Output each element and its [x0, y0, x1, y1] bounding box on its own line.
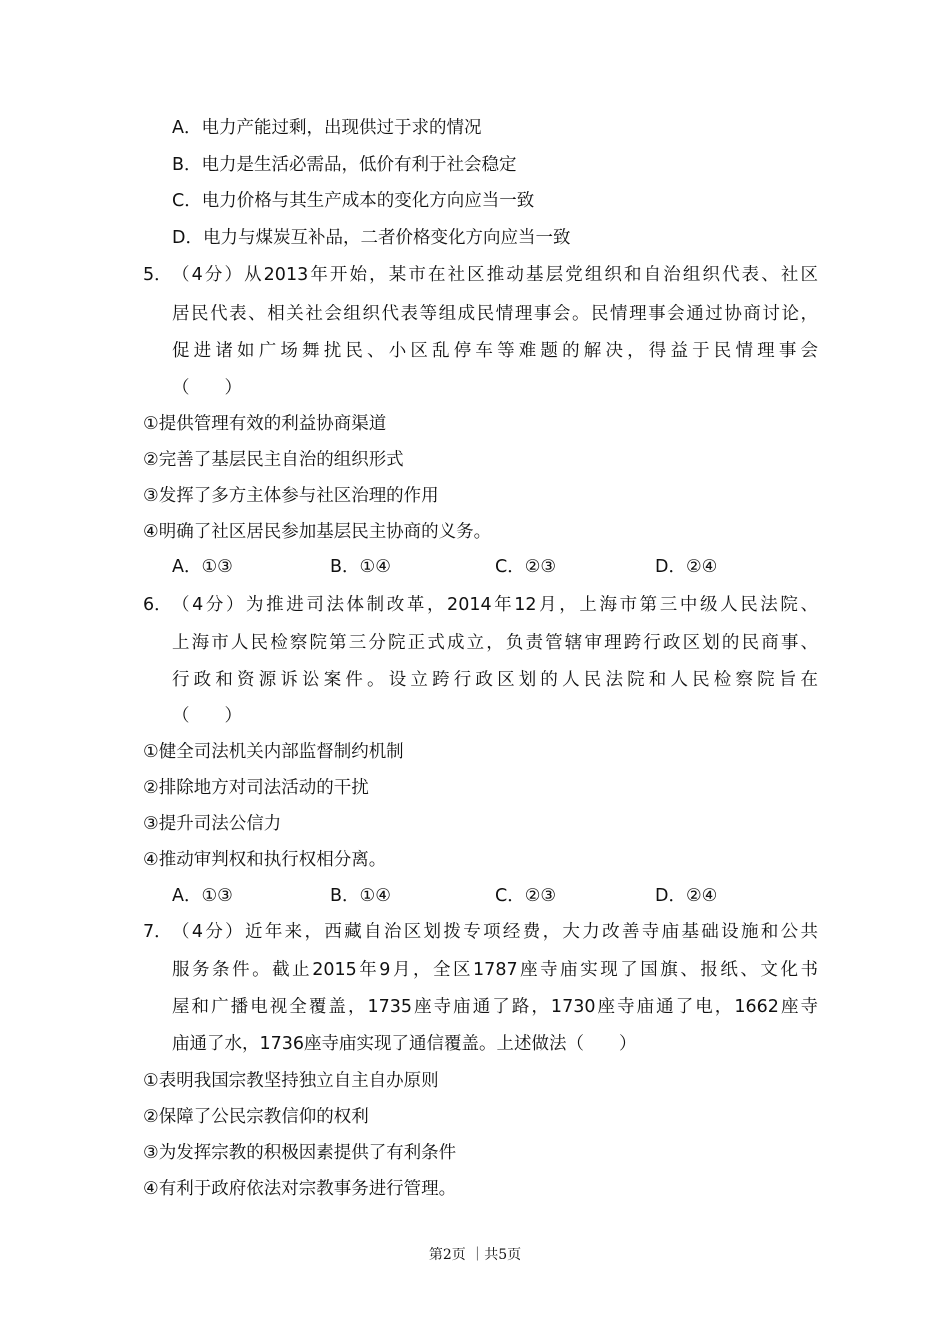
statement: ①健全司法机关内部监督制约机制 — [143, 742, 404, 762]
question-line: 屋和广播电视全覆盖，1735座寺庙通了路，1730座寺庙通了电，1662座寺 — [172, 997, 818, 1017]
question-line: （4分）为推进司法体制改革，2014年12月，上海市第三中级人民法院、 — [172, 595, 818, 615]
statement: ④明确了社区居民参加基层民主协商的义务。 — [143, 522, 492, 542]
choice-c: C．②③ — [495, 886, 557, 906]
statement: ②排除地方对司法活动的干扰 — [143, 778, 369, 798]
answer-blank: （ ） — [172, 706, 242, 726]
question-line: （4分）从2013年开始，某市在社区推动基层党组织和自治组织代表、社区 — [172, 265, 818, 285]
choice-b: B．①④ — [330, 886, 391, 906]
question-number: 5． — [143, 265, 172, 285]
question-line: 上海市人民检察院第三分院正式成立，负责管辖审理跨行政区划的民商事、 — [172, 633, 818, 653]
option-b: B．电力是生活必需品，低价有利于社会稳定 — [172, 155, 517, 175]
statement: ③提升司法公信力 — [143, 814, 282, 834]
question-line: 庙通了水，1736座寺庙实现了通信覆盖。上述做法（ ） — [172, 1034, 637, 1054]
question-line: 服务条件。截止2015年9月，全区1787座寺庙实现了国旗、报纸、文化书 — [172, 960, 818, 980]
statement: ③为发挥宗教的积极因素提供了有利条件 — [143, 1143, 457, 1163]
statement: ④推动审判权和执行权相分离。 — [143, 850, 387, 870]
statement: ②完善了基层民主自治的组织形式 — [143, 450, 404, 470]
statement: ④有利于政府依法对宗教事务进行管理。 — [143, 1179, 457, 1199]
statement: ②保障了公民宗教信仰的权利 — [143, 1107, 369, 1127]
option-c: C．电力价格与其生产成本的变化方向应当一致 — [172, 191, 535, 211]
option-a: A．电力产能过剩，出现供过于求的情况 — [172, 118, 482, 138]
question-line: 促进诸如广场舞扰民、小区乱停车等难题的解决，得益于民情理事会 — [172, 341, 818, 361]
statement: ③发挥了多方主体参与社区治理的作用 — [143, 486, 439, 506]
choice-a: A．①③ — [172, 886, 233, 906]
page-footer: 第2页 ｜共5页 — [428, 1247, 522, 1263]
answer-blank: （ ） — [172, 378, 242, 398]
question-number: 7． — [143, 922, 172, 942]
choice-d: D．②④ — [655, 886, 718, 906]
choice-b: B．①④ — [330, 557, 391, 577]
question-number: 6． — [143, 595, 172, 615]
statement: ①表明我国宗教坚持独立自主自办原则 — [143, 1071, 439, 1091]
question-line: （4分）近年来，西藏自治区划拨专项经费，大力改善寺庙基础设施和公共 — [172, 922, 818, 942]
question-line: 居民代表、相关社会组织代表等组成民情理事会。民情理事会通过协商讨论， — [172, 304, 818, 324]
choice-d: D．②④ — [655, 557, 718, 577]
statement: ①提供管理有效的利益协商渠道 — [143, 414, 387, 434]
choice-a: A．①③ — [172, 557, 233, 577]
question-line: 行政和资源诉讼案件。设立跨行政区划的人民法院和人民检察院旨在 — [172, 670, 818, 690]
choice-c: C．②③ — [495, 557, 557, 577]
option-d: D．电力与煤炭互补品，二者价格变化方向应当一致 — [172, 228, 571, 248]
